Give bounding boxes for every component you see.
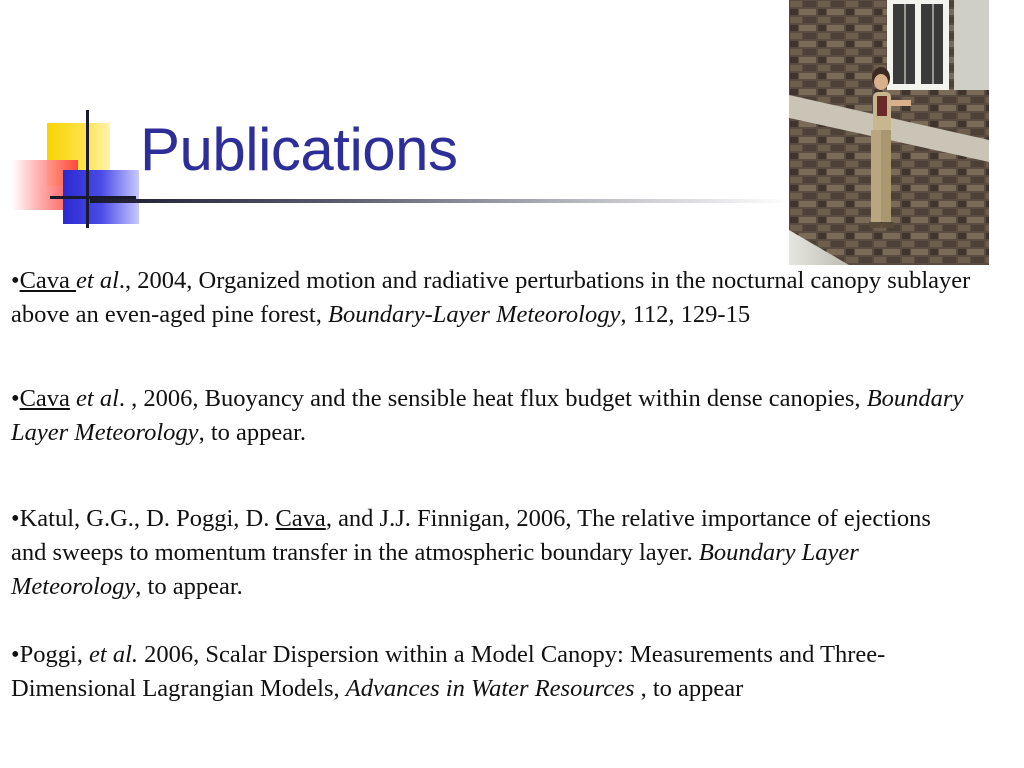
decorative-logo-blocks (0, 0, 160, 240)
publication-item (11, 382, 991, 450)
et-al: et al (69, 385, 119, 412)
citation-tail: , 112, 129-15 (620, 301, 751, 328)
citation-tail: , to appear. (198, 419, 307, 446)
journal-name: Advances in Water Resources (345, 675, 635, 702)
author-link-cava[interactable]: Cava (19, 267, 77, 294)
publication-item (11, 264, 991, 332)
citation-tail: , to appear. (135, 573, 243, 600)
journal-name: Boundary-Layer Meteorology (328, 301, 621, 328)
journal-name: Boundary Layer Meteorology (11, 539, 859, 600)
vertical-rule (86, 110, 89, 228)
bullet: • (11, 641, 20, 668)
publication-item (11, 638, 971, 706)
title-underline-rule (90, 199, 790, 203)
et-al: et al. (89, 641, 139, 668)
citation-text: ., 2004, Organized motion and radiative perturbations in the nocturnal canopy sublayer above an even-aged pine forest, (11, 267, 971, 328)
journal-name: Boundary Layer Meteorology (11, 385, 964, 446)
citation-tail: , to appear (634, 675, 744, 702)
bullet: • (11, 505, 20, 532)
publication-item (11, 502, 971, 604)
citation-text: 2006, Scalar Dispersion within a Model Canopy: Measurements and Three-Dimensional Lagrangian Models, (11, 641, 886, 702)
bullet: • (11, 385, 20, 412)
citation-text: . , 2006, Buoyancy and the sensible heat flux budget within dense canopies, (118, 385, 867, 412)
et-al: et al (76, 267, 119, 294)
bullet: • (11, 267, 20, 294)
author-link-cava[interactable]: Cava (19, 385, 70, 412)
citation-text: , and J.J. Finnigan, 2006, The relative importance of ejections and sweeps to momentum transfer in the atmospheric boundary layer. (11, 505, 931, 566)
citation-authors: Poggi, (19, 641, 90, 668)
author-link-cava[interactable]: Cava (275, 505, 326, 532)
citation-authors: Katul, G.G., D. Poggi, D. (19, 505, 276, 532)
portrait-photo (789, 0, 989, 265)
page-title: Publications (140, 116, 458, 183)
